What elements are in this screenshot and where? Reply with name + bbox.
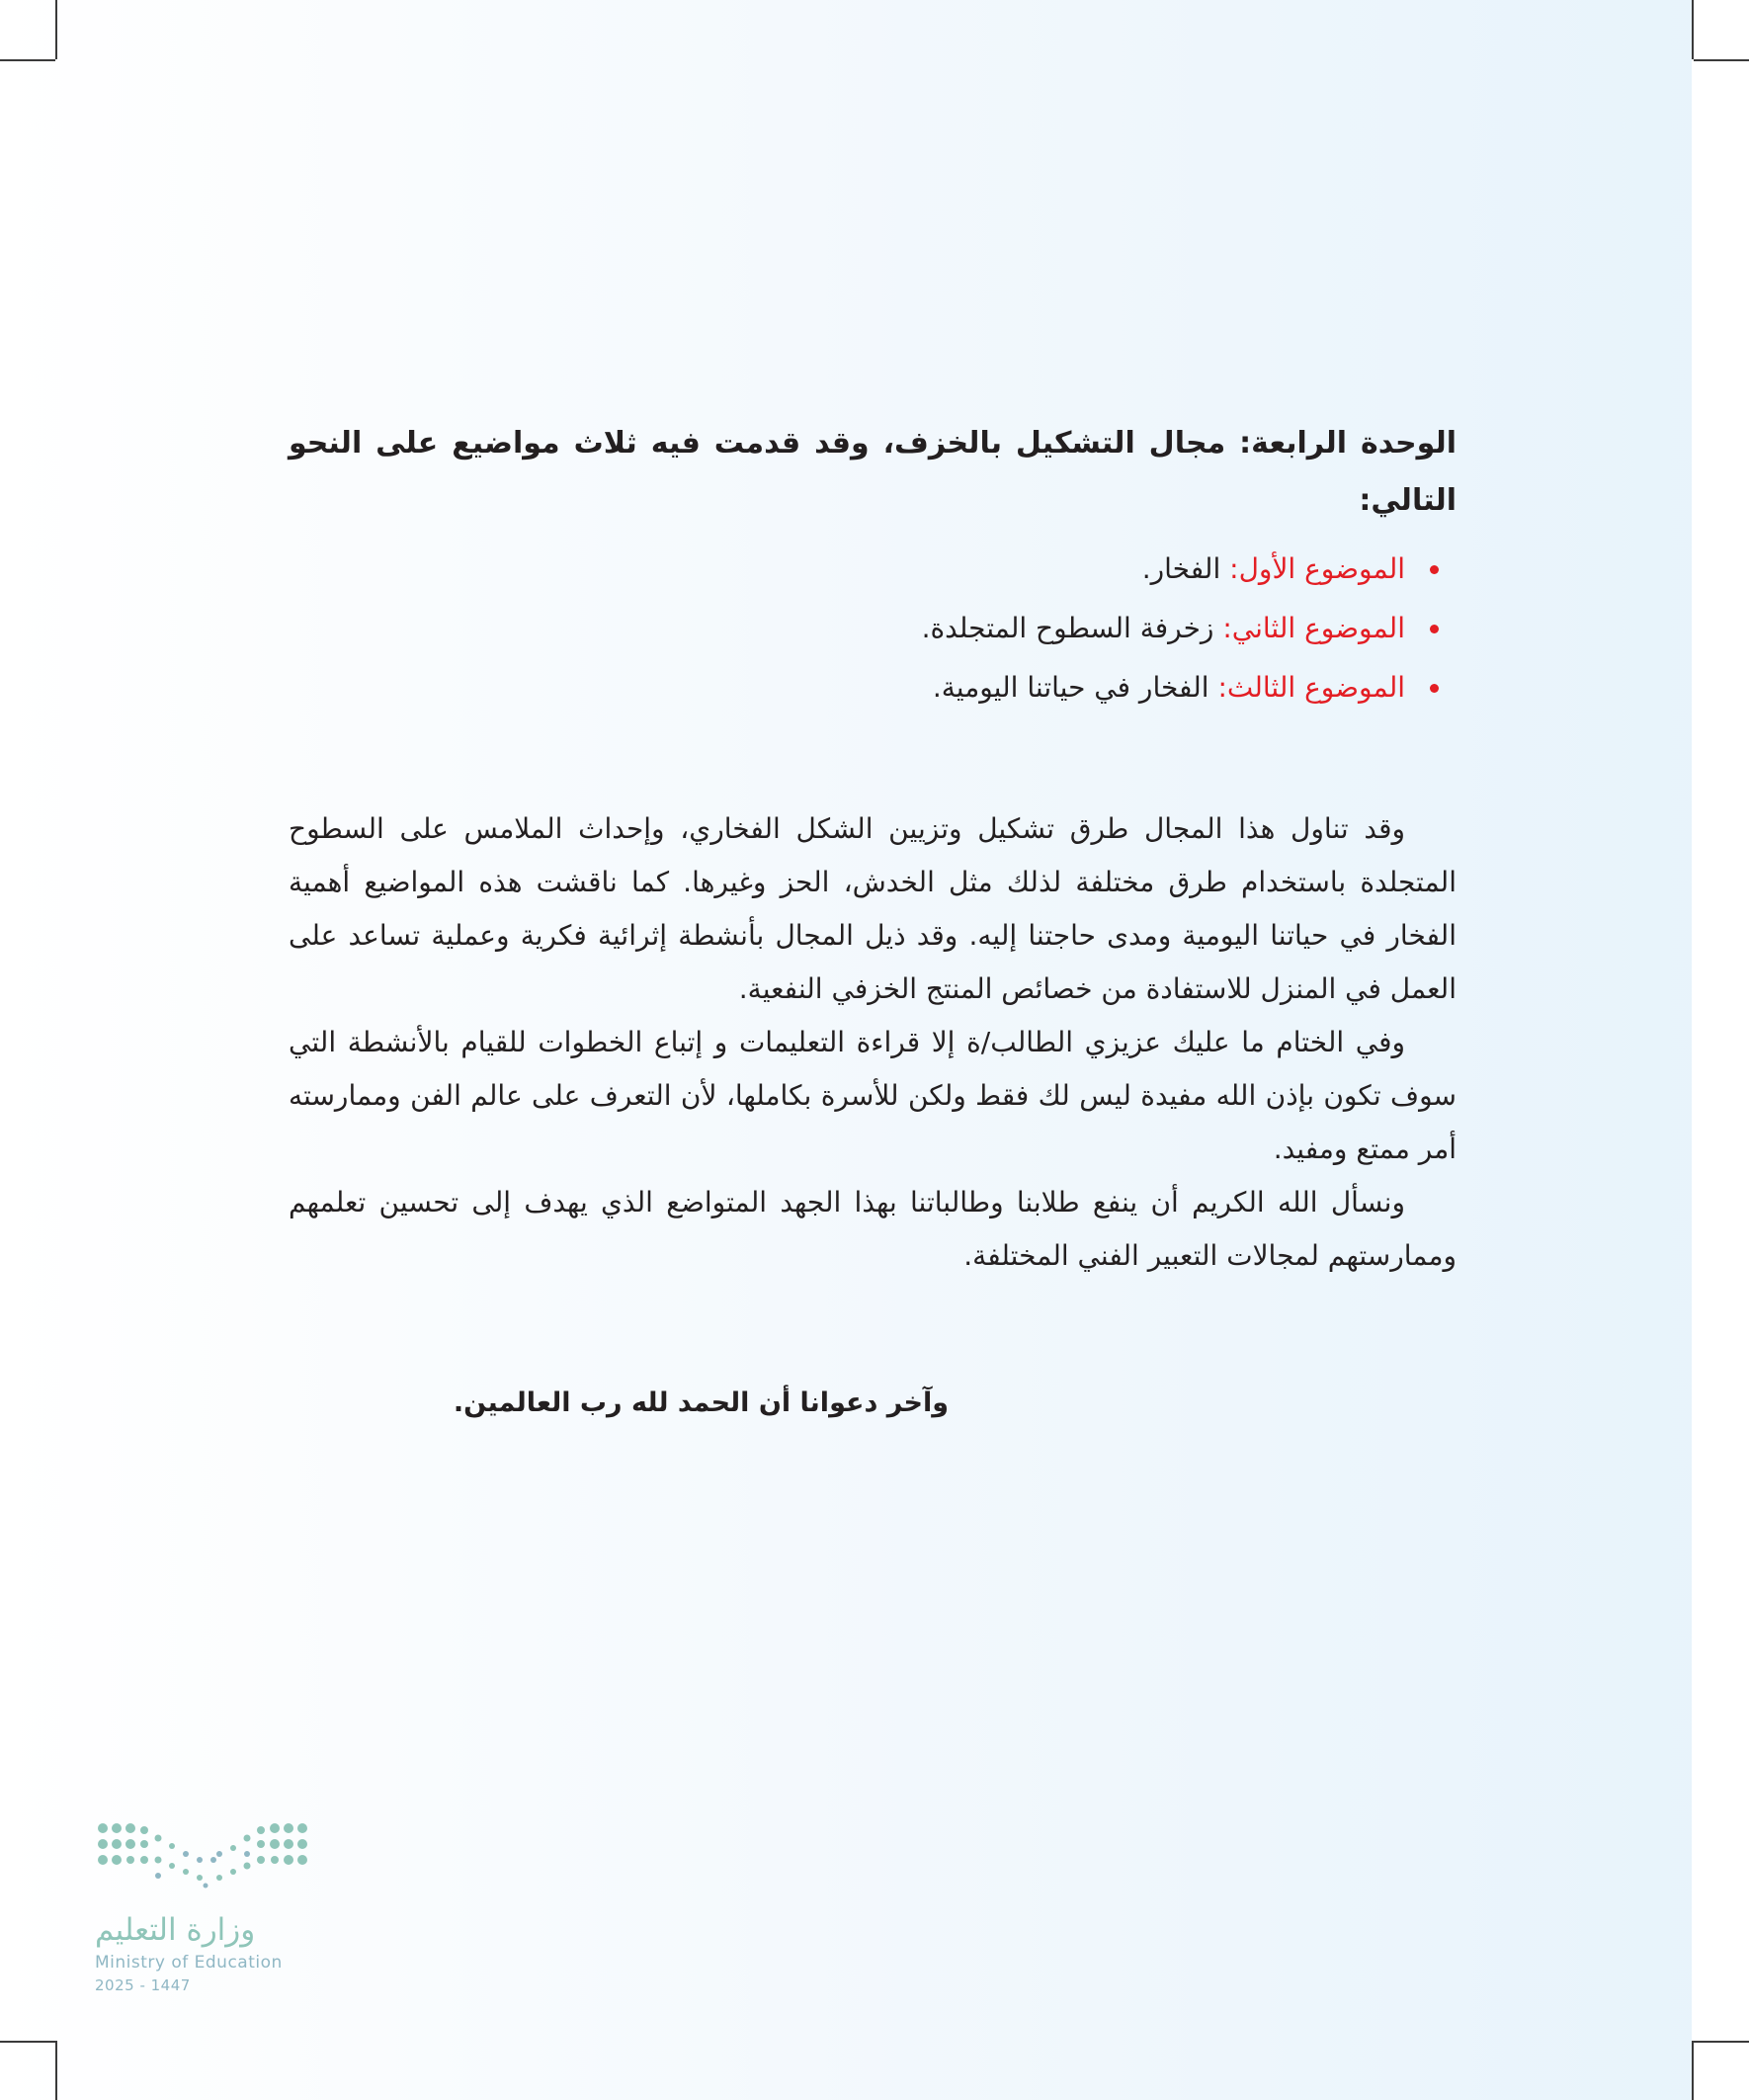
ministry-name-arabic: وزارة التعليم [95,1912,256,1948]
crop-mark [1694,2041,1749,2043]
closing-line: وآخر دعوانا أن الحمد لله رب العالمين. [453,1387,949,1418]
topic-text: الفخار. [1141,552,1221,585]
topic-label: الموضوع الثاني: [1222,612,1405,644]
crop-mark [0,2041,55,2043]
topic-text: زخرفة السطوح المتجلدة. [921,612,1214,644]
list-item [289,540,1439,599]
edition-year: 2025 - 1447 [95,1976,191,1994]
crop-mark [55,0,57,59]
body-paragraphs [289,802,1457,1283]
bullet-icon [1430,684,1439,693]
page-content [289,415,1457,1283]
crop-mark [1694,59,1749,61]
paragraph: ونسأل الله الكريم أن ينفع طلابنا وطالباتنا بهذا الجهد المتواضع الذي يهدف إلى تحسين تعلمهم وممارستهم لمجالات التعبير الفني المختلفة. [289,1186,1457,1272]
page-edge [1692,0,1749,2100]
topic-label: الموضوع الأول: [1229,552,1405,585]
ministry-name-english: Ministry of Education [95,1953,283,1973]
topic-list [289,540,1457,717]
unit-heading: الوحدة الرابعة: مجال التشكيل بالخزف، وقد قدمت فيه ثلاث مواضيع على النحو التالي: [289,426,1457,518]
ministry-logo [95,1820,322,1996]
crop-mark [0,59,55,61]
bullet-icon [1430,625,1439,633]
topic-label: الموضوع الثالث: [1217,671,1405,704]
crop-mark [1692,0,1694,59]
ministry-dots-logo-icon [95,1820,310,1890]
crop-mark [55,2041,57,2100]
list-item [289,658,1439,717]
paragraph: وقد تناول هذا المجال طرق تشكيل وتزيين الشكل الفخاري، وإحداث الملامس على السطوح المتجلدة باستخدام طرق مختلفة لذلك مثل الخدش، الحز وغيرها. كما ناقشت هذه المواضيع أهمية الفخار في حياتنا اليومية ومدى حاجتنا إليه. وقد ذيل المجال بأنشطة إثرائية فكرية وعملية تساعد على العمل في المنزل للاستفادة من خصائص المنتج الخزفي النفعية. [289,812,1457,1005]
crop-mark [1692,2041,1694,2100]
paragraph: وفي الختام ما عليك عزيزي الطالب/ة إلا قراءة التعليمات و إتباع الخطوات للقيام بالأنشطة التي سوف تكون بإذن الله مفيدة ليس لك فقط ولكن للأسرة بكاملها، لأن التعرف على عالم الفن وممارسته أمر ممتع ومفيد. [289,1026,1457,1165]
list-item [289,599,1439,658]
bullet-icon [1430,565,1439,574]
topic-text: الفخار في حياتنا اليومية. [932,671,1209,704]
